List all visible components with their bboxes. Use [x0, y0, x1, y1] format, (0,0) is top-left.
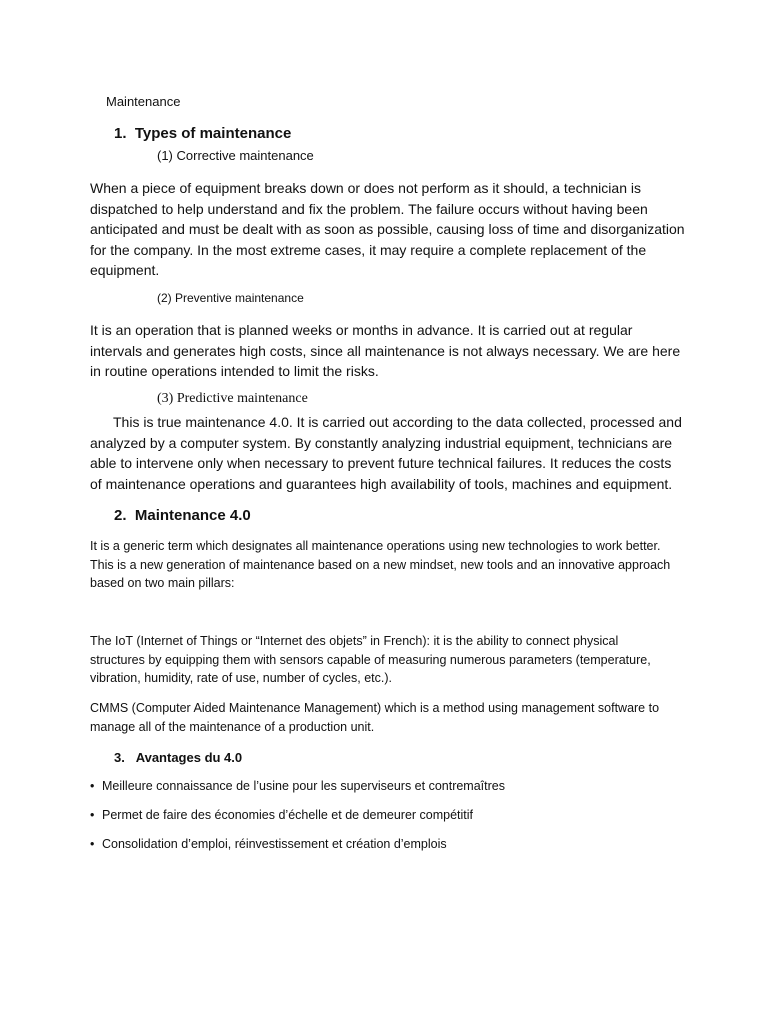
paragraph-line: structures by equipping them with sensors capable of measuring numerous parameters (temperature,: [90, 652, 651, 667]
section-3-number: 3.: [114, 750, 125, 765]
paragraph-line: of maintenance operations and guarantees high availability of tools, machines and equipment.: [90, 475, 673, 492]
bullet-icon: •: [90, 808, 95, 822]
paragraph-line: based on two main pillars:: [90, 576, 235, 590]
paragraph-line: When a piece of equipment breaks down or does not perform as it should, a technician is: [90, 180, 641, 196]
paragraph-line: This is true maintenance 4.0. It is carried out according to the data collected, processed and: [113, 414, 682, 430]
paragraph-line: dispatched to help understand and fix the problem. The failure occurs without having been: [90, 200, 648, 217]
bullet-icon: •: [90, 837, 95, 851]
advantage-bullet: [90, 808, 473, 822]
paragraph-line: The IoT (Internet of Things or “Internet des objets” in French): it is the ability to connect physical: [90, 634, 619, 648]
section-1-heading: [114, 125, 291, 142]
section-2-number: 2.: [114, 507, 127, 524]
paragraph-line: equipment.: [90, 262, 160, 278]
paragraph-line: in routine operations intended to limit the risks.: [90, 363, 379, 379]
bullet-text: Permet de faire des économies d’échelle et de demeurer compétitif: [102, 808, 474, 822]
document-header: Maintenance: [106, 94, 181, 109]
paragraph-line: analyzed by a computer system. By constantly analyzing industrial equipment, technicians are: [90, 434, 673, 451]
paragraph-line: This is a new generation of maintenance based on a new mindset, new tools and an innovative approach: [90, 557, 671, 572]
paragraph-line: vibration, humidity, rate of use, number of cycles, etc.).: [90, 671, 392, 685]
section-1-number: 1.: [114, 125, 127, 142]
section-3-title: Avantages du 4.0: [135, 750, 243, 765]
section-3-heading: [114, 750, 242, 765]
maintenance-4-intro: [90, 537, 670, 593]
paragraph-line: intervals and generates high costs, since all maintenance is not always necessary. We are here: [90, 342, 681, 359]
section-1-title: Types of maintenance: [134, 125, 292, 142]
subsection-preventive-label: (2) Preventive maintenance: [157, 291, 304, 305]
paragraph-line: CMMS (Computer Aided Maintenance Management) which is a method using management software to: [90, 701, 660, 715]
subsection-corrective-label: (1) Corrective maintenance: [157, 148, 314, 163]
paragraph-line: anticipated and must be dealt with as soon as possible, causing loss of time and disorganization: [90, 221, 685, 237]
bullet-text: Consolidation d’emploi, réinvestissement et création d’emplois: [102, 837, 447, 851]
section-2-heading: [114, 507, 251, 524]
paragraph-line: manage all of the maintenance of a production unit.: [90, 719, 375, 734]
paragraph-line: It is a generic term which designates all maintenance operations using new technologies to work better.: [90, 539, 661, 553]
preventive-paragraph: [90, 320, 680, 382]
corrective-paragraph: [90, 178, 685, 281]
paragraph-line: for the company. In the most extreme cases, it may require a complete replacement of the: [90, 241, 647, 258]
advantage-bullet: [90, 837, 447, 851]
advantage-bullet: [90, 779, 505, 793]
cmms-paragraph: [90, 699, 659, 736]
paragraph-line: able to intervene only when necessary to prevent future technical failures. It reduces the costs: [90, 455, 672, 471]
predictive-paragraph: [90, 412, 682, 494]
iot-paragraph: [90, 632, 651, 688]
section-2-title: Maintenance 4.0: [134, 507, 251, 524]
paragraph-line: It is an operation that is planned weeks or months in advance. It is carried out at regular: [90, 322, 633, 338]
subsection-predictive-label: (3) Predictive maintenance: [157, 391, 308, 406]
bullet-text: Meilleure connaissance de l’usine pour les superviseurs et contremaîtres: [102, 779, 505, 793]
bullet-icon: •: [90, 779, 95, 793]
